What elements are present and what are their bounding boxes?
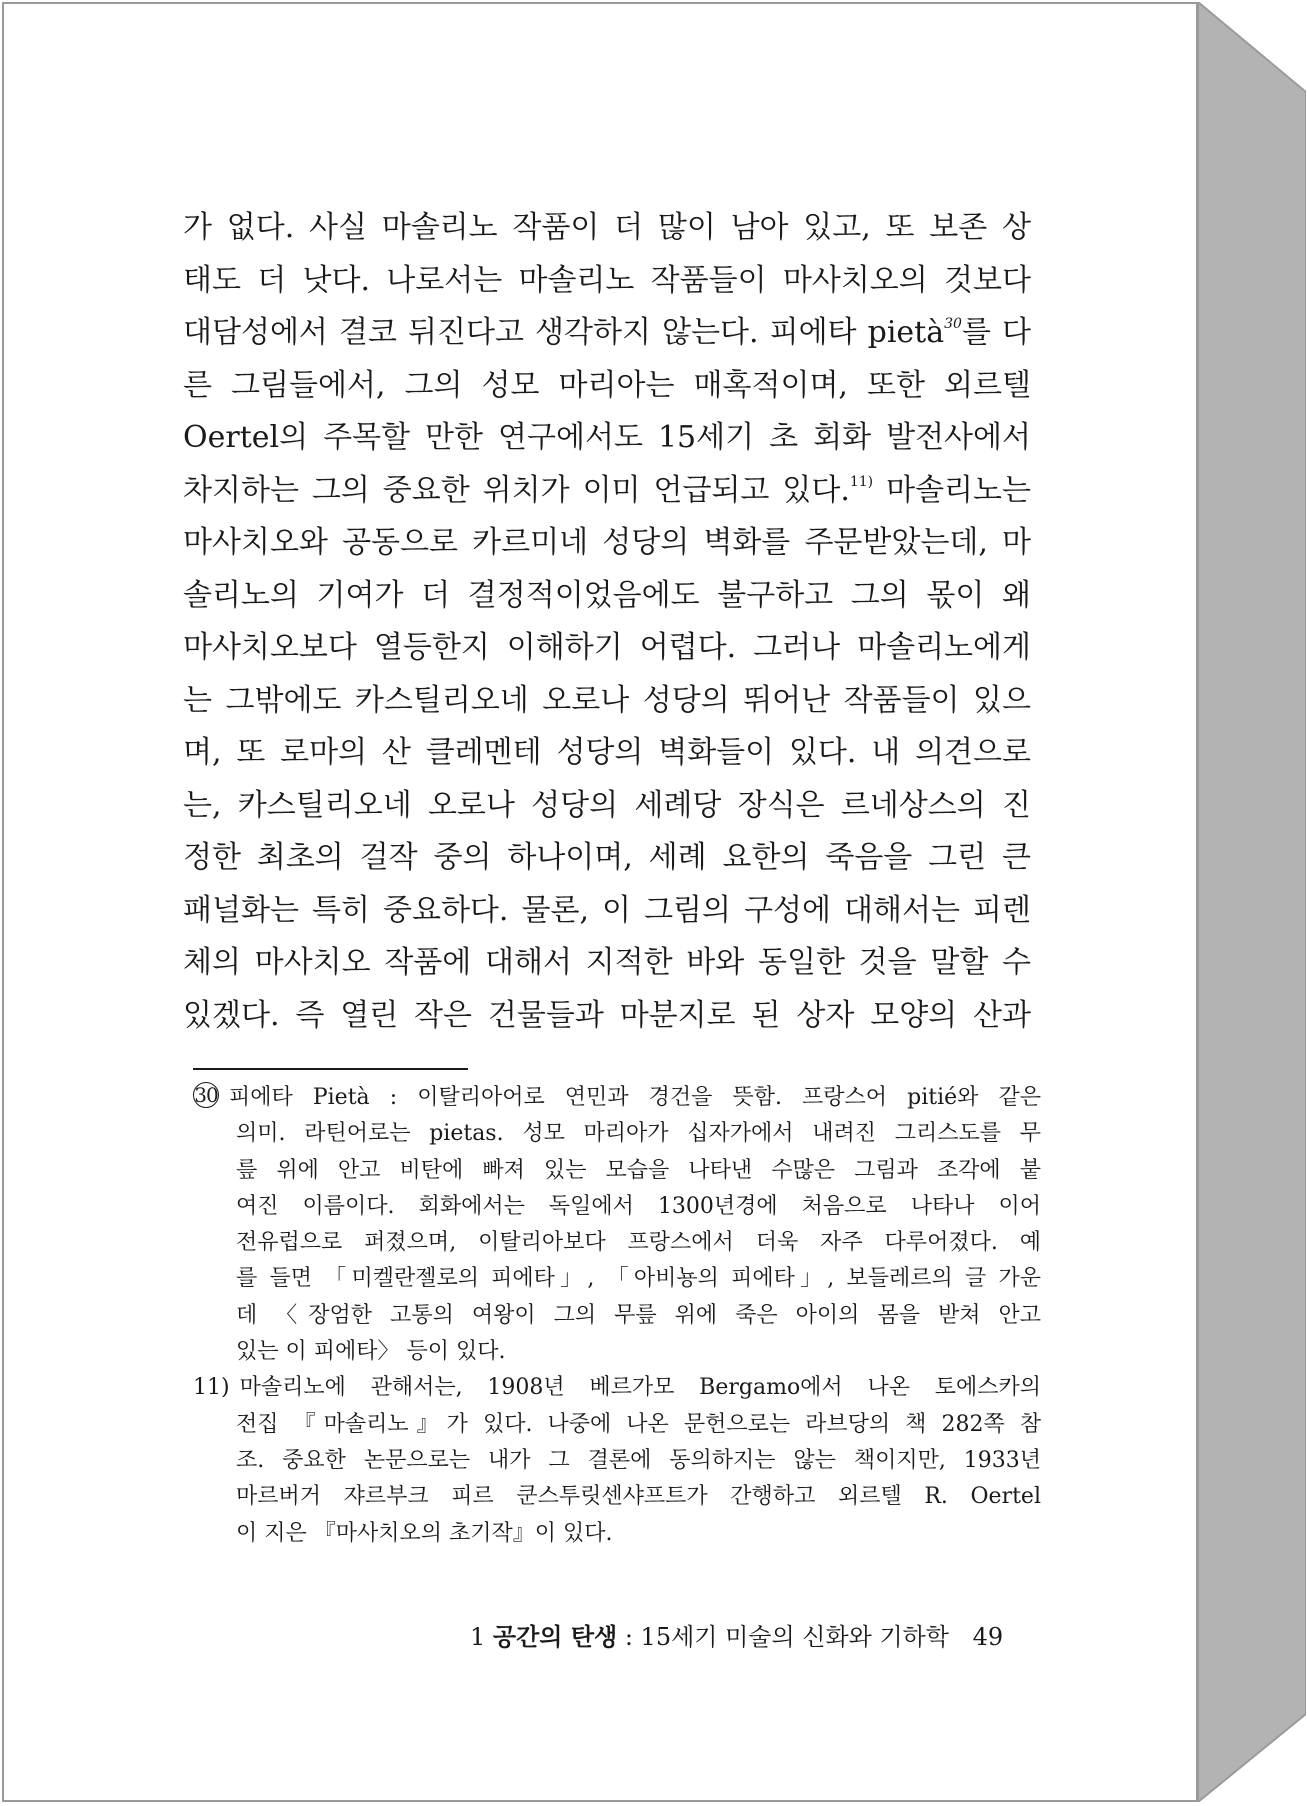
body-line: 며, 또 로마의 산 클레멘테 성당의 벽화들이 있다. 내 의견으로 <box>183 735 1031 770</box>
body-line: 마사치오와 공동으로 카르미네 성당의 벽화를 주문받았는데, 마 <box>183 525 1031 560</box>
body-line: 솔리노의 기여가 더 결정적이었음에도 불구하고 그의 몫이 왜 <box>183 577 1031 613</box>
chapter-number: 1 <box>470 1623 486 1651</box>
body-line <box>183 465 1031 518</box>
footnote-30 <box>193 1080 1041 1370</box>
body-line: 가 없다. 사실 마솔리노 작품이 더 많이 남아 있고, 또 보존 상 <box>183 210 1031 245</box>
footnote-line: 릎 위에 안고 비탄에 빠져 있는 모습을 나타낸 수많은 그림과 조각에 붙 <box>236 1157 1041 1183</box>
body-line: 마사치오보다 열등한지 이해하기 어렵다. 그러나 마솔리노에게 <box>183 630 1031 665</box>
body-line: 있겠다. 즉 열린 작은 건물들과 마분지로 된 상자 모양의 산과 <box>183 997 1031 1033</box>
body-line: Oertel의 주목할 만한 연구에서도 15세기 초 회화 발전사에서 <box>183 420 1031 455</box>
footnote-rule <box>193 1068 468 1070</box>
footnote-line: 의미. 라틴어로는 pietas. 성모 마리아가 십자가에서 내려진 그리스도를 무 <box>236 1121 1041 1147</box>
running-footer <box>470 1617 1010 1652</box>
chapter-subtitle: : 15세기 미술의 신화와 기하학 <box>617 1623 949 1651</box>
footnote-line <box>193 1080 1041 1116</box>
body-line-text: 대담성에서 결코 뒤진다고 생각하지 않는다. 피에타 pietà <box>183 315 945 350</box>
body-line: 태도 더 낫다. 나로서는 마솔리노 작품들이 마사치오의 것보다 <box>183 262 1031 298</box>
footnote-line: 데 〈장엄한 고통의 여왕이 그의 무릎 위에 죽은 아이의 몸을 받쳐 안고 <box>236 1302 1041 1328</box>
body-line-tail: 마솔리노는 <box>873 472 1031 508</box>
footnote-line <box>193 1370 1041 1406</box>
footnotes <box>193 1080 1041 1552</box>
footnote-line: 를 들면 「미켈란젤로의 피에타」, 「아비뇽의 피에타」, 보들레르의 글 가운 <box>236 1266 1041 1292</box>
body-line: 정한 최초의 걸작 중의 하나이며, 세례 요한의 죽음을 그린 큰 <box>183 840 1031 875</box>
body-line: 패널화는 특히 중요하다. 물론, 이 그림의 구성에 대해서는 피렌 <box>183 892 1031 928</box>
footnote-line: 조. 중요한 논문으로는 내가 그 결론에 동의하지는 않는 책이지만, 1933년 <box>236 1447 1041 1473</box>
footnote-11 <box>193 1370 1041 1551</box>
footnote-line: 이 지은 『마사치오의 초기작』이 있다. <box>236 1520 613 1546</box>
page-number: 49 <box>972 1623 1004 1651</box>
body-line: 는 그밖에도 카스틸리오네 오로나 성당의 뛰어난 작품들이 있으 <box>183 682 1031 718</box>
body-line-tail: 를 다 <box>961 315 1031 350</box>
body-text <box>183 202 1031 1042</box>
body-line <box>183 307 1031 360</box>
body-line: 는, 카스틸리오네 오로나 성당의 세례당 장식은 르네상스의 진 <box>183 787 1031 823</box>
footnote-line-text: 피에타 Pietà : 이탈리아어로 연민과 경건을 뜻함. 프랑스어 pitié와 같은 <box>229 1085 1041 1110</box>
footnote-line: 전집 『마솔리노』가 있다. 나중에 나온 문헌으로는 라브당의 책 282쪽 참 <box>236 1411 1041 1437</box>
body-line: 른 그림들에서, 그의 성모 마리아는 매혹적이며, 또한 외르텔 <box>183 367 1031 403</box>
footnote-line: 여진 이름이다. 회화에서는 독일에서 1300년경에 처음으로 나타나 이어 <box>236 1193 1041 1219</box>
footnote-marker: 11) <box>193 1375 230 1401</box>
footnote-ref-11: 11) <box>849 473 874 490</box>
body-line-text: 차지하는 그의 중요한 위치가 이미 언급되고 있다. <box>183 472 850 508</box>
page-edge <box>1198 2 1306 1802</box>
footnote-line: 전유럽으로 퍼졌으며, 이탈리아보다 프랑스에서 더욱 자주 다루어졌다. 예 <box>236 1230 1041 1256</box>
footnote-marker: 30 <box>194 1083 218 1107</box>
footnote-line: 있는 이 피에타〉 등이 있다. <box>236 1339 506 1365</box>
footnote-line-text: 마솔리노에 관해서는, 1908년 베르가모 Bergamo에서 나온 토에스카의 <box>239 1375 1041 1401</box>
body-line: 체의 마사치오 작품에 대해서 지적한 바와 동일한 것을 말할 수 <box>183 945 1031 980</box>
footnote-line: 마르버거 쟈르부크 피르 쿤스투릿센샤프트가 간행하고 외르텔 R. Oertel <box>236 1484 1041 1510</box>
chapter-title: 공간의 탄생 <box>492 1622 618 1651</box>
footnote-ref-30: 30 <box>944 316 962 332</box>
